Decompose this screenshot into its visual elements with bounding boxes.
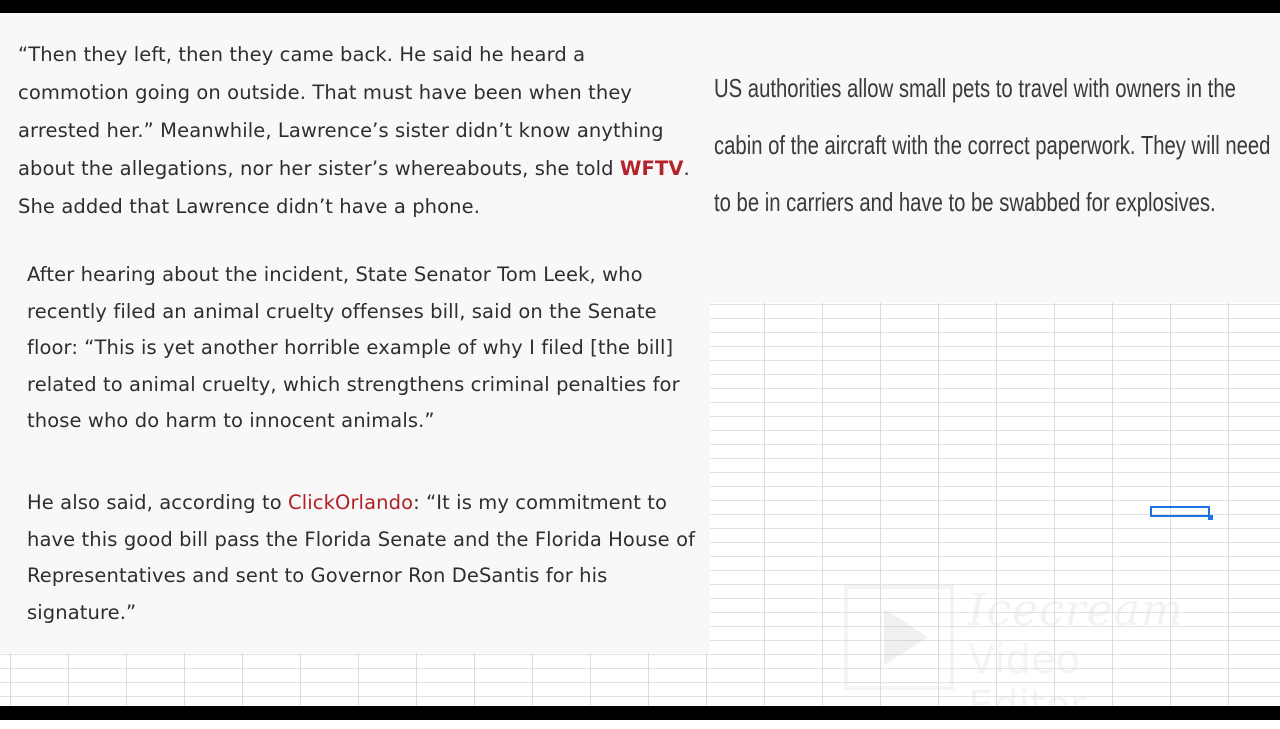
article-paragraph-3 (27, 485, 697, 631)
play-icon (844, 585, 954, 690)
watermark (840, 585, 1210, 695)
paragraph-3-text-end: : “It is my commitment to have this good bill pass the Florida Senate and the Florida House of Representatives and sent to Governor Ron DeSantis for his signature.” (27, 491, 696, 624)
pet-travel-caption: US authorities allow small pets to travel with owners in the cabin of the aircraft with the correct paperwork. They will need to be in carriers and have to be swabbed for explosives. (714, 73, 1271, 217)
cell-fill-handle[interactable] (1208, 515, 1213, 520)
article-paragraph-2: After hearing about the incident, State Senator Tom Leek, who recently filed an animal cruelty offenses bill, said on the Senate floor: “This is yet another horrible example of why I filed [the bill] related to animal cruelty, which strengthens criminal penalties for those who do harm to innocent animals.” (27, 263, 680, 432)
wftv-link[interactable]: WFTV (619, 157, 684, 180)
watermark-brand: Icecream (968, 585, 1184, 636)
paragraph-1-text-start: “Then they left, then they came back. He said he heard a commotion going on outside. That must have been when they arrested her.” Meanwhile, Lawrence’s sister didn’t know anything about the allegations, nor her sister’s whereabouts, she told (18, 43, 664, 180)
clickorlando-link[interactable]: ClickOrlando (288, 491, 414, 514)
paragraph-3-text-start: He also said, according to (27, 491, 289, 514)
watermark-subtitle: Video (968, 637, 1081, 683)
selected-cell[interactable] (1150, 506, 1210, 517)
article-paragraph-1 (18, 36, 698, 226)
paragraph-1-text-end: . She added that Lawrence didn’t have a phone. (18, 157, 690, 218)
bottom-letterbox (0, 706, 1280, 720)
top-letterbox (0, 0, 1280, 13)
